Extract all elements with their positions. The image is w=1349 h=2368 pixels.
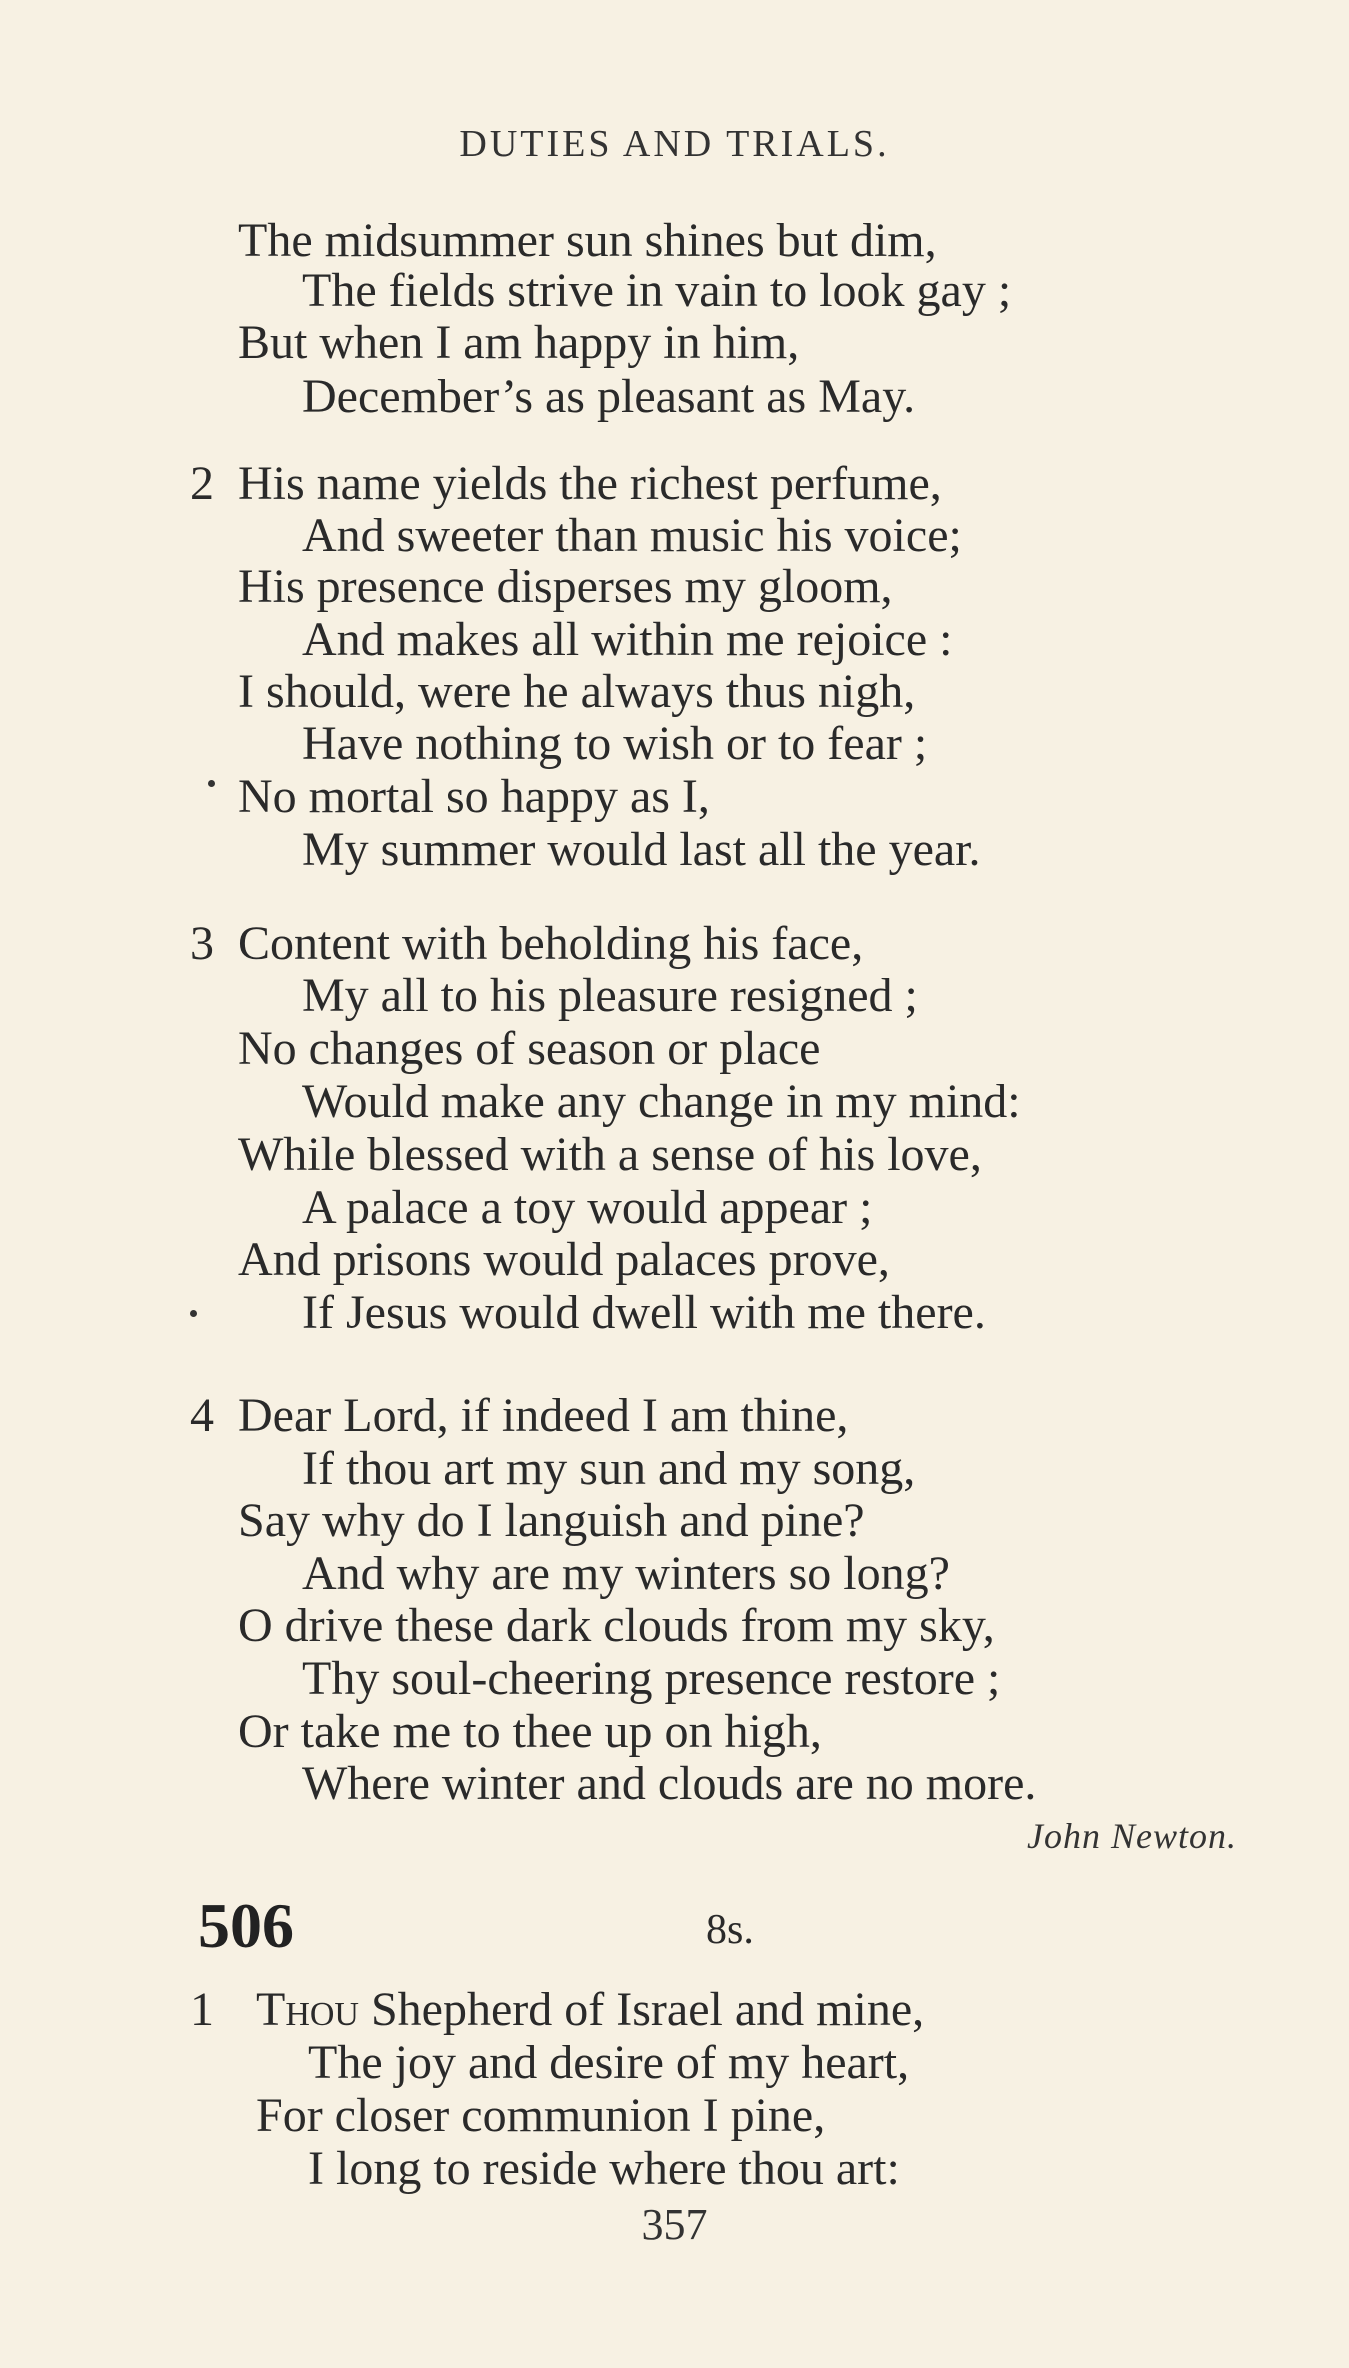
- first-line-rest: Shepherd of Israel and mine,: [358, 1983, 925, 2036]
- verse-line-first: [256, 1982, 924, 2038]
- verse-line: Have nothing to wish or to fear ;: [302, 717, 928, 770]
- verse-line: For closer communion I pine,: [256, 2089, 826, 2142]
- running-header: DUTIES AND TRIALS.: [459, 123, 890, 165]
- author-attribution: John Newton.: [1027, 1816, 1237, 1856]
- verse-line: If thou art my sun and my song,: [302, 1442, 916, 1495]
- verse-line: Content with beholding his face,: [238, 917, 864, 970]
- verse-line: My all to his pleasure resigned ;: [302, 969, 918, 1022]
- margin-mark: [208, 780, 215, 787]
- verse-line: While blessed with a sense of his love,: [238, 1128, 982, 1181]
- verse-line: Where winter and clouds are no more.: [302, 1757, 1037, 1810]
- verse-line: The fields strive in vain to look gay ;: [302, 264, 1012, 317]
- verse-line: Thy soul-cheering presence restore ;: [302, 1652, 1001, 1705]
- verse-line: I long to reside where thou art:: [308, 2142, 900, 2195]
- verse-line: Or take me to thee up on high,: [238, 1705, 822, 1758]
- verse-line: And sweeter than music his voice;: [302, 509, 962, 562]
- verse-line: December’s as pleasant as May.: [302, 370, 916, 423]
- stanza-number: 4: [190, 1389, 214, 1442]
- verse-line: His name yields the richest perfume,: [238, 457, 942, 510]
- margin-mark: [190, 1310, 197, 1317]
- verse-line: A palace a toy would appear ;: [302, 1181, 873, 1234]
- verse-line: His presence disperses my gloom,: [238, 560, 893, 613]
- verse-line: No mortal so happy as I,: [238, 770, 710, 823]
- verse-line: O drive these dark clouds from my sky,: [238, 1599, 995, 1652]
- verse-line: I should, were he always thus nigh,: [238, 665, 916, 718]
- verse-line: And prisons would palaces prove,: [238, 1233, 890, 1286]
- verse-line: The midsummer sun shines but dim,: [238, 214, 937, 267]
- verse-line: Dear Lord, if indeed I am thine,: [238, 1389, 849, 1442]
- verse-line: If Jesus would dwell with me there.: [302, 1286, 986, 1339]
- verse-line: Say why do I languish and pine?: [238, 1494, 865, 1547]
- hymn-number: 506: [198, 1890, 294, 1961]
- verse-line: The joy and desire of my heart,: [308, 2036, 910, 2089]
- verse-line: My summer would last all the year.: [302, 823, 981, 876]
- verse-line: And makes all within me rejoice :: [302, 613, 953, 666]
- stanza-number: 1: [190, 1983, 214, 2036]
- stanza-number: 2: [190, 457, 214, 510]
- stanza-number: 3: [190, 917, 214, 970]
- verse-line: And why are my winters so long?: [302, 1547, 950, 1600]
- page-number: 357: [641, 2200, 708, 2249]
- verse-line: But when I am happy in him,: [238, 316, 800, 369]
- hymn-meter: 8s.: [706, 1907, 754, 1953]
- first-word: Thou: [256, 1983, 359, 2036]
- verse-line: No changes of season or place: [238, 1022, 821, 1075]
- verse-line: Would make any change in my mind:: [302, 1075, 1021, 1128]
